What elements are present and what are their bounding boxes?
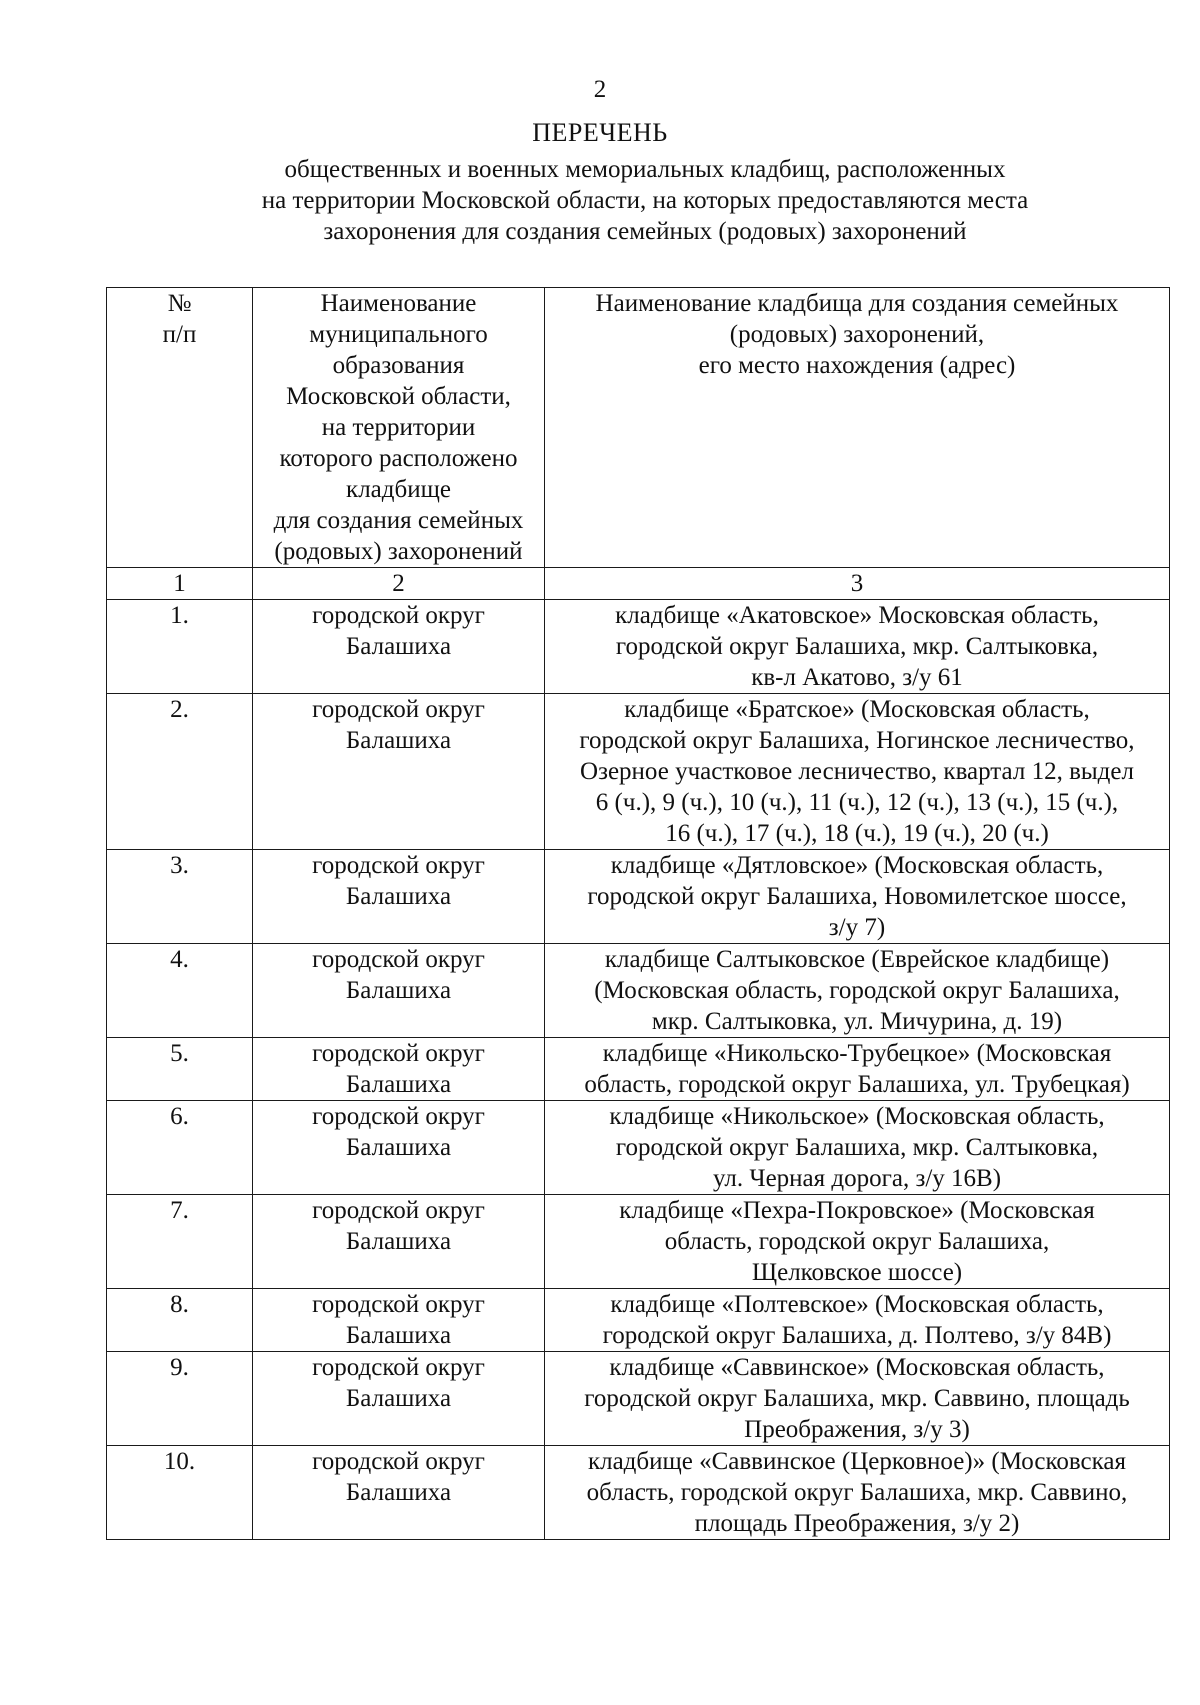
column-number: 3: [545, 568, 1170, 600]
cemetery-line: (Московская область, городской округ Балашиха,: [594, 977, 1120, 1004]
cemetery-line: кладбище «Братское» (Московская область,: [624, 696, 1090, 723]
cemetery-table: [106, 287, 1170, 1540]
cemetery-line: площадь Преображения, з/у 2): [694, 1510, 1020, 1537]
cemetery-line: кладбище «Полтевское» (Московская область,: [610, 1291, 1104, 1318]
subtitle-line: захоронения для создания семейных (родовых) захоронений: [323, 218, 967, 245]
header-municipality: [253, 288, 545, 568]
municipality-line: Балашиха: [345, 883, 452, 910]
document-title: ПЕРЕЧЕНЬ: [532, 118, 668, 147]
header-line: Наименование: [320, 290, 477, 317]
row-number: 2.: [107, 694, 253, 850]
municipality-line: городской округ: [312, 696, 485, 723]
cemetery-cell: [545, 600, 1170, 694]
municipality-line: Балашиха: [345, 1228, 452, 1255]
municipality-line: Балашиха: [345, 1071, 452, 1098]
column-number-row: [107, 568, 1170, 600]
header-cemetery: [545, 288, 1170, 568]
municipality-line: Балашиха: [345, 1134, 452, 1161]
table-row: [107, 1038, 1170, 1101]
municipality-cell: [253, 1352, 545, 1446]
column-number: 1: [107, 568, 253, 600]
row-number: 5.: [107, 1038, 253, 1101]
cemetery-line: 6 (ч.), 9 (ч.), 10 (ч.), 11 (ч.), 12 (ч.), 13 (ч.), 15 (ч.),: [595, 789, 1119, 816]
cemetery-line: Щелковское шоссе): [751, 1259, 963, 1286]
cemetery-line: кв-л Акатово, з/у 61: [751, 664, 963, 691]
page-number: 2: [593, 76, 607, 103]
municipality-cell: [253, 1446, 545, 1540]
cemetery-line: область, городской округ Балашиха,: [664, 1228, 1050, 1255]
header-line: (родовых) захоронений,: [729, 321, 985, 348]
municipality-line: городской округ: [312, 946, 485, 973]
municipality-cell: [253, 600, 545, 694]
cemetery-line: городской округ Балашиха, д. Полтево, з/у 84В): [602, 1322, 1112, 1349]
cemetery-line: Озерное участковое лесничество, квартал 12, выдел: [580, 758, 1134, 785]
row-number: 7.: [107, 1195, 253, 1289]
municipality-line: городской округ: [312, 1448, 485, 1475]
municipality-line: городской округ: [312, 852, 485, 879]
cemetery-cell: [545, 1289, 1170, 1352]
header-line: образования: [332, 352, 465, 379]
municipality-line: городской округ: [312, 1354, 485, 1381]
cemetery-cell: [545, 1195, 1170, 1289]
cemetery-cell: [545, 1446, 1170, 1540]
cemetery-line: кладбище «Акатовское» Московская область,: [615, 602, 1099, 629]
header-line: (родовых) захоронений: [274, 538, 523, 565]
cemetery-line: ул. Черная дорога, з/у 16В): [712, 1165, 1002, 1192]
municipality-cell: [253, 1101, 545, 1195]
cemetery-line: городской округ Балашиха, мкр. Саввино, площадь: [584, 1385, 1130, 1412]
cemetery-line: кладбище «Никольское» (Московская область,: [609, 1103, 1105, 1130]
municipality-cell: [253, 1195, 545, 1289]
municipality-cell: [253, 694, 545, 850]
table-row: [107, 694, 1170, 850]
table-row: [107, 1101, 1170, 1195]
table-row: [107, 1352, 1170, 1446]
municipality-line: Балашиха: [345, 727, 452, 754]
cemetery-cell: [545, 694, 1170, 850]
header-line: кладбище: [346, 476, 451, 503]
municipality-line: Балашиха: [345, 1385, 452, 1412]
cemetery-line: городской округ Балашиха, мкр. Салтыковка,: [615, 1134, 1099, 1161]
document-subtitle: [150, 154, 1140, 247]
municipality-line: городской округ: [312, 1103, 485, 1130]
header-num: [107, 288, 253, 568]
row-number: 6.: [107, 1101, 253, 1195]
row-number: 8.: [107, 1289, 253, 1352]
header-line: на территории: [321, 414, 476, 441]
header-line: муниципального: [309, 321, 488, 348]
cemetery-line: городской округ Балашиха, Ногинское лесничество,: [579, 727, 1135, 754]
municipality-line: Балашиха: [345, 1322, 452, 1349]
row-number: 4.: [107, 944, 253, 1038]
municipality-line: городской округ: [312, 1040, 485, 1067]
cemetery-cell: [545, 1101, 1170, 1195]
municipality-line: Балашиха: [345, 977, 452, 1004]
header-line: Наименование кладбища для создания семейных: [595, 290, 1119, 317]
header-line: Московской области,: [286, 383, 511, 410]
column-number: 2: [253, 568, 545, 600]
cemetery-cell: [545, 944, 1170, 1038]
municipality-line: городской округ: [312, 1291, 485, 1318]
cemetery-cell: [545, 1352, 1170, 1446]
cemetery-line: кладбище «Саввинское (Церковное)» (Московская: [587, 1448, 1127, 1475]
header-line: которого расположено: [279, 445, 518, 472]
municipality-cell: [253, 1038, 545, 1101]
cemetery-line: область, городской округ Балашиха, ул. Трубецкая): [584, 1071, 1130, 1098]
table-header-row: [107, 288, 1170, 568]
subtitle-line: на территории Московской области, на которых предоставляются места: [261, 187, 1029, 214]
header-line: п/п: [162, 321, 197, 348]
cemetery-line: кладбище «Дятловское» (Московская область,: [610, 852, 1104, 879]
cemetery-line: кладбище «Саввинское» (Московская область,: [609, 1354, 1105, 1381]
municipality-cell: [253, 944, 545, 1038]
table-row: [107, 1446, 1170, 1540]
row-number: 3.: [107, 850, 253, 944]
row-number: 9.: [107, 1352, 253, 1446]
municipality-line: Балашиха: [345, 1479, 452, 1506]
cemetery-line: мкр. Салтыковка, ул. Мичурина, д. 19): [651, 1008, 1063, 1035]
cemetery-line: кладбище «Никольско-Трубецкое» (Московская: [602, 1040, 1112, 1067]
cemetery-cell: [545, 850, 1170, 944]
cemetery-line: кладбище Салтыковское (Еврейское кладбище): [604, 946, 1110, 973]
cemetery-line: городской округ Балашиха, мкр. Салтыковка,: [615, 633, 1099, 660]
table-row: [107, 1289, 1170, 1352]
cemetery-line: з/у 7): [828, 914, 886, 941]
row-number: 10.: [107, 1446, 253, 1540]
municipality-cell: [253, 1289, 545, 1352]
row-number: 1.: [107, 600, 253, 694]
table-row: [107, 850, 1170, 944]
subtitle-line: общественных и военных мемориальных кладбищ, расположенных: [284, 156, 1006, 183]
table-row: [107, 600, 1170, 694]
cemetery-line: кладбище «Пехра-Покровское» (Московская: [619, 1197, 1095, 1224]
cemetery-line: городской округ Балашиха, Новомилетское шоссе,: [587, 883, 1127, 910]
cemetery-line: 16 (ч.), 17 (ч.), 18 (ч.), 19 (ч.), 20 (ч.): [665, 820, 1049, 847]
table-row: [107, 1195, 1170, 1289]
cemetery-line: область, городской округ Балашиха, мкр. Саввино,: [586, 1479, 1128, 1506]
table-row: [107, 944, 1170, 1038]
cemetery-line: Преображения, з/у 3): [744, 1416, 970, 1443]
municipality-line: городской округ: [312, 1197, 485, 1224]
header-line: для создания семейных: [273, 507, 524, 534]
municipality-cell: [253, 850, 545, 944]
header-line: №: [167, 290, 192, 317]
municipality-line: Балашиха: [345, 633, 452, 660]
municipality-line: городской округ: [312, 602, 485, 629]
cemetery-cell: [545, 1038, 1170, 1101]
header-line: его место нахождения (адрес): [698, 352, 1016, 379]
